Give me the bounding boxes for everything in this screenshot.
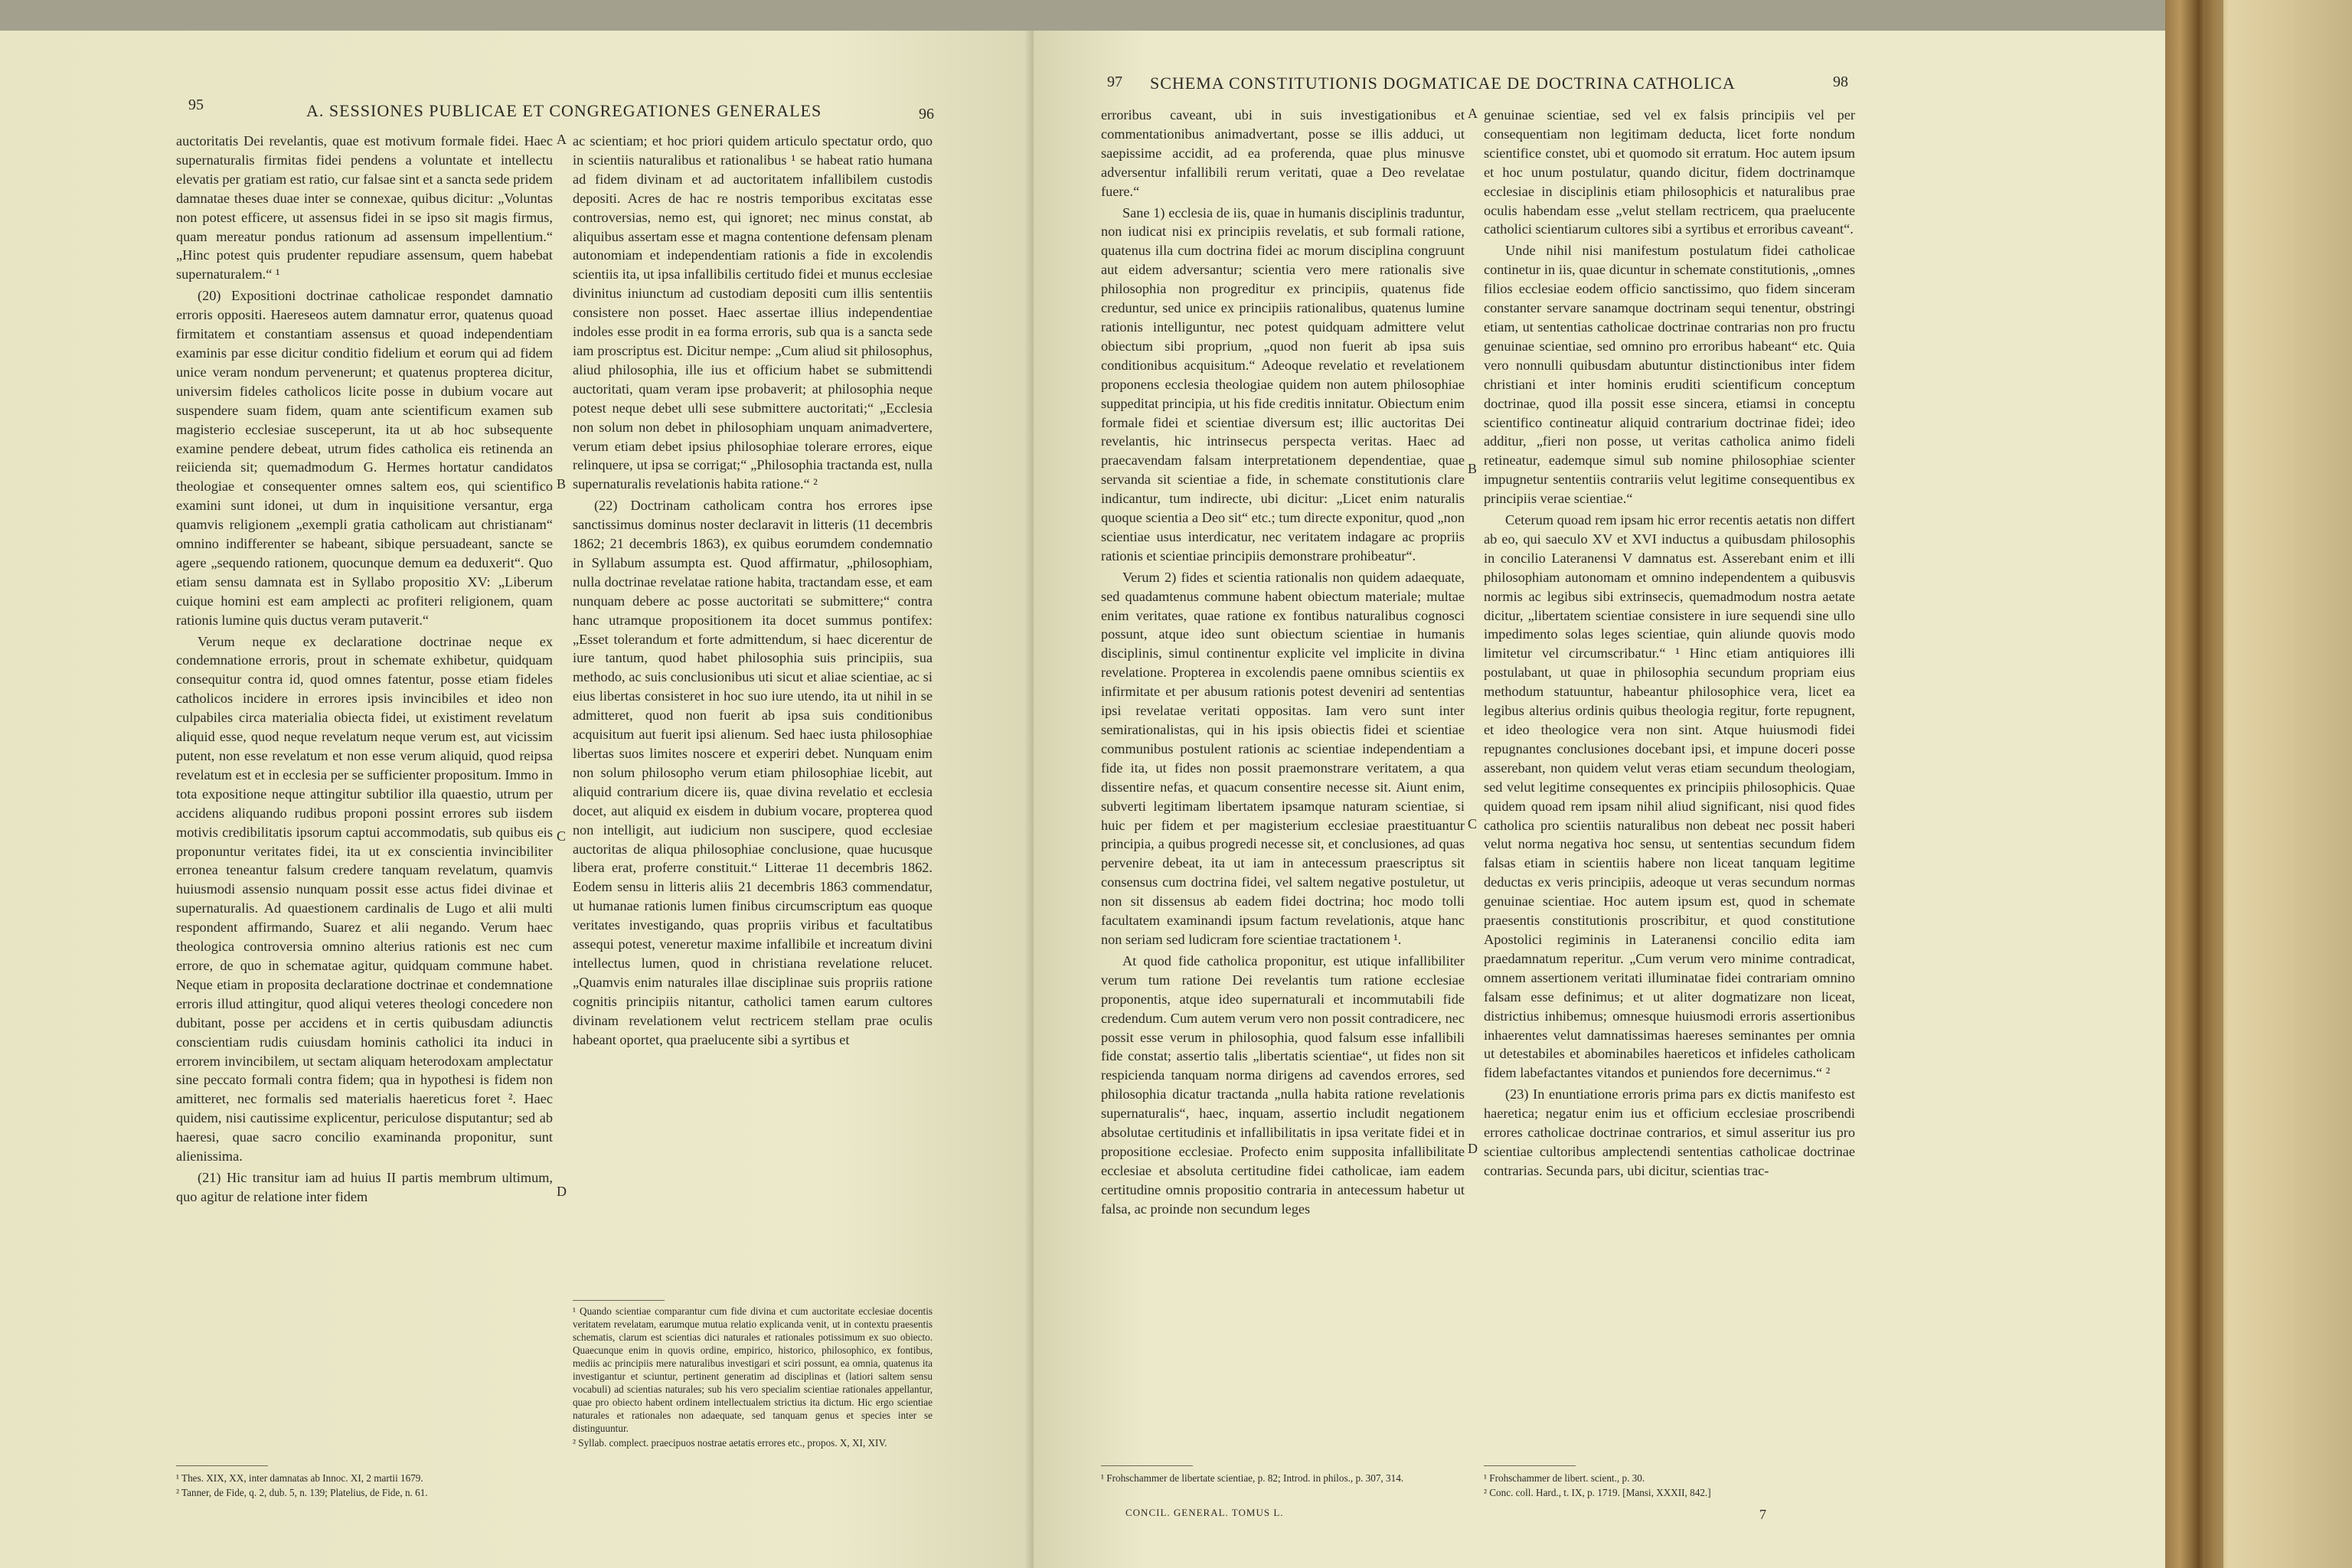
paragraph: Verum 2) fides et scientia rationalis non quidem adaequate, sed quadamtenus commune habent obiectum materiale; multae enim veritates, quae ratione ex fontibus naturalibus cognosci possunt, atque ideo sunt obiectum scientiae in humanis disciplinis, simul continentur explicite vel implicite in divina revelatione. Propterea in excolendis paene omnibus scientiis ex infirmitate et per abusum rationis potest deveniri ad sententias ipsi revelatae veritati oppositas. Iam vero sunt inter semirationalistas, qui in his ipsis obiectis fidei et scientiae communibus postulent rationis ac scientiae independentiam a fide ita, ut fides non possit praemonstrare veritatem, a qua dissentire nefas, et quacum consentire necesse sit. Aiunt enim, subverti legitimam libertatem ipsamque naturam scientiae, si huic per fidem et per magisterium ecclesiae praestituantur principia, a quibus progredi necesse sit, et conclusiones, ad quas pervenire debeat, ita ut iam in antecessum praescriptus sit consensus cum doctrina fidei, vel saltem negative postuletur, ut non sit dissensus ab eadem fidei doctrina; hoc modo tolli facultatem examinandi ipsum factum revelationis, atque hanc non seriam sed ludicram fore scientiae tractationem ¹. xyxy=(1101,569,1465,947)
text-column-left xyxy=(1101,106,1465,1221)
text-column-right xyxy=(573,132,933,1052)
page-number: 96 xyxy=(919,106,934,122)
running-head: A. SESSIONES PUBLICAE ET CONGREGATIONES GENERALES xyxy=(306,101,822,120)
footnote: ² Syllab. complect. praecipuos nostrae aetatis errores etc., propos. X, XI, XIV. xyxy=(573,1437,887,1449)
margin-letter: D xyxy=(1468,1141,1478,1156)
paragraph: Unde nihil nisi manifestum postulatum fidei catholicae continetur in iis, quae dicuntur in schemate constitutionis, „omnes filios ecclesiae eodem officio sanctissimo, quo fidem sinceram constanter servare sanamque doctrinam sequi tenentur, obstringi etiam, ut sententias catholicae doctrinae contrarias non pro fructu genuinae scientiae, sed omnino pro erroribus habeant“ etc. Quia vero nonnulli quibusdam abutuntur distinctionibus inter fidem christiani et inter hominis eruditi scientificum conceptum doctrinae, quod illa possit esse sincera, etiamsi in conceptu scientifico contineatur aliquid contrarium doctrinae fidei; ideo additur, „fieri non posse, ut veritas catholica animo fideli retineatur, eademque simul sub nomine philosophiae scienter impugnetur sententiis contrariis velut legitime consequentibus ex principiis verae scientiae.“ xyxy=(1484,243,1855,507)
footnote: ² Tanner, de Fide, q. 2, dub. 5, n. 139; Platelius, de Fide, n. 61. xyxy=(176,1487,428,1498)
margin-letter: C xyxy=(1468,816,1478,831)
paragraph: genuinae scientiae, sed vel ex falsis principiis vel per consequentiam non legitimam deducta, licet forte nondum scientifice constet, ubi et quomodo sit erratum. Hoc autem ipsum et hoc unum postulatur, quando dicitur, fidem doctrinamque ecclesiae in disciplinis etiam philosophicis et naturalibus prae oculis habendam esse „velut stellam rectricem, qua praelucente catholici scientiarum cultores sibi a syrtibus et erroribus caveant“. xyxy=(1484,107,1855,237)
footnote-rule xyxy=(1484,1465,1576,1466)
page-number: 97 xyxy=(1107,74,1122,90)
footnote: ² Conc. coll. Hard., t. IX, p. 1719. [Mansi, XXXII, 842.] xyxy=(1484,1487,1711,1498)
footnote: ¹ Thes. XIX, XX, inter damnatas ab Innoc. XI, 2 martii 1679. xyxy=(176,1472,423,1484)
margin-letter: A xyxy=(557,132,567,147)
paragraph: Verum neque ex declaratione doctrinae neque ex condemnatione erroris, prout in schemate exhibetur, quidquam consequitur contra id, quod omnes fatentur, posse etiam fideles catholicos incidere in errores ipsis invincibiles et ideo non culpabiles circa materialia obiecta fidei, ut existiment revelatum aliquid esse, quod neque revelatum neque verum est, aut vicissim putent, non esse revelatum et non esse verum aliquid, quod reipsa revelatum est et in ecclesia per se sufficienter propositum. Immo in tota expositione neque attingitur subtilior illa quaestio, utrum per accidens aliquando rudibus proponi possint errores sub iisdem motivis credibilitatis ipsorum captui accommodatis, sub quibus eis proponuntur veritates fidei, ita ut ex conscientia invincibiliter erronea teneantur falsum credere tanquam revelatum, quamvis huiusmodi assensio nunquam possit esse actus fidei divinae et supernaturalis. Ad quaestionem cardinalis de Lugo et alii multi respondent affirmando, Suarez et alii negando. Verum haec theologica controversia omnino alterius rationis est nec cum errore, de quo in schematae agitur, quidquam commune habet. Neque etiam in proposita declaratione doctrinae et condemnatione erroris illud attingitur, quod aliqui veteres theologi concedere non dubitant, posse per accidens et in certis quibusdam adiunctis conscientiam rudis cuiusdam hominis catholici ita induci in errorem invincibilem, ut sectam aliquam heterodoxam amplectatur sine peccato formali contra fidem; qua in hypothesi is fidem non amitteret, nec formalis sed materialis haereticus foret ². Haec quidem, nisi cautissime explicentur, periculose disputantur; sed ab haeresi, quae sacro concilio examinanda proponitur, sunt alienissima. xyxy=(176,633,553,1165)
page-number: 95 xyxy=(188,96,204,113)
signature-mark: CONCIL. GENERAL. TOMUS L. xyxy=(1125,1507,1284,1518)
right-page xyxy=(1034,31,2167,1568)
signature-number: 7 xyxy=(1759,1507,1766,1522)
left-page xyxy=(0,31,1034,1568)
text-column-left xyxy=(176,132,553,1209)
text-column-right xyxy=(1484,106,1855,1183)
page-number: 98 xyxy=(1833,74,1848,90)
paragraph: Sane 1) ecclesia de iis, quae in humanis disciplinis traduntur, non iudicat nisi ex principiis revelatis, et sub formali ratione, quatenus illa cum doctrina fidei ac morum disciplina congruunt aut eidem adversantur; scientia vero mere rationalis sive philosophia non progreditur ex principiis, quatenus fide creduntur, sed unice ex principiis rationalibus, quatenus lumine rationis intelliguntur, nec potest quidquam admittere velut obiectum sibi proprium, „quod non fuerit ab ipsa suis conditionibus acquisitum.“ Adeoque revelatio et revelationem proponens ecclesia theologiae quidem non autem philosophiae suppeditat principia, ut his fide creditis innitatur. Obiectum enim formale fidei et scientiae diversum est; illic auctoritas Dei revelantis, hic intrinsecus perspecta veritas. Haec ad praecavendam falsam interpretationem dependentiae, quae servanda sit scientiae a fide, in schemate constitutionis clare indicantur, tum indirecte, ubi dicitur: „Licet enim naturalis quoque scientia a Deo sit“ etc.; tum directe exponitur, quod „non scientiae usus interdicatur, nec veritatem indagare ac propriis rationis et scientiae principiis demonstrare prohibeatur“. xyxy=(1101,204,1465,564)
footnote: ¹ Frohschammer de libert. scient., p. 30. xyxy=(1484,1472,1645,1484)
margin-letter: D xyxy=(557,1184,567,1199)
margin-letter: A xyxy=(1468,106,1478,121)
footnotes-left-column xyxy=(1101,1472,1465,1486)
footnotes-left-column xyxy=(176,1472,553,1501)
footnote: ¹ Frohschammer de libertate scientiae, p. 82; Introd. in philos., p. 307, 314. xyxy=(1101,1472,1404,1484)
book-edge-stripe xyxy=(2205,0,2223,1568)
paragraph: (22) Doctrinam catholicam contra hos errores ipse sanctissimus dominus noster declaravit in litteris (11 decembris 1862; 21 decembris 1863), ex quibus eorumdem condemnatio in Syllabum assumpta est. Quod affirmatur, „philosophiam, nulla doctrinae revelatae ratione habita, tractandam esse, et eam nunquam debere ac posse auctoritati se submittere;“ contra hanc utramque propositionem ita docet summus pontifex: „Esset tolerandum et forte admittendum, si haec dicerentur de iure tantum, quod habet philosophia suis principiis, sua methodo, ac suis conclusionibus uti sicut et aliae scientiae, ac si eius libertas consisteret in hoc suo iure utendo, ita ut nihil in se admitteret, quod non fuerit ab ipsa suis conditionibus acquisitum aut fuerit ipsi alienum. Sed haec iusta philosophiae libertas suos limites noscere et experiri debet. Nunquam enim non solum philosopho verum etiam philosophiae licebit, aut aliquid contrarium dicere iis, quae divina revelatio et ecclesia docet, aut aliquid ex eisdem in dubium vocare, propterea quod non intelligit, aut iudicium non suscipere, quod ecclesiae auctoritas de aliqua philosophiae conclusione, quae hucusque libera erat, proferre constituit.“ Litterae 11 decembris 1862. Eodem sensu in litteris aliis 21 decembris 1863 commendatur, ut humanae rationis lumen finibus circumscriptum eas quoque veritates investigando, quas propriis viribus et facultatibus assequi potest, veneretur maxime infallibile et increatum divini intellectus lumen, quod in christiana revelatione relucet. „Quamvis enim naturales illae disciplinae suis propriis ratione cognitis principiis nitantur, catholici tamen earum cultores divinam revelationem velut rectricem stellam prae oculis habeant oportet, qua praelucente sibi a syrtibus et xyxy=(573,498,933,1047)
paragraph: (20) Expositioni doctrinae catholicae respondet damnatio erroris oppositi. Haereseos autem damnatur error, quatenus quoad firmitatem et constantiam assensus et quoad independentiam examinis par esse dicitur conditio fidelium et eorum qui ad fidem unice veram nondum pervenerunt; et quatenus propterea dicitur, universim fideles catholicos licite posse in dubium vocare aut suspendere suam fidem, quam ante scientificum examen sub magisterio ecclesiae susceperunt, ita ut ab hoc subsequente examine pendere debeat, utrum fides catholica eis retinenda an reiicienda sit; quemadmodum G. Hermes hortatur candidatos theologiae et consequenter omnes saltem eos, qui scientifico examini sunt idonei, ut dum in inquisitione versantur, erga quamvis religionem „exempli gratia catholicam aut christianam“ omnino indifferenter se habeant, sibique persuadeant, sancte se agere „sequendo rationem, quocunque demum ea deduxerit“. Quo etiam sensu damnata est in Syllabo propositio XV: „Liberum cuique homini est eam amplecti ac profiteri religionem, quam rationis lumine quis ductus veram putaverit.“ xyxy=(176,288,553,628)
footnotes-right-column xyxy=(1484,1472,1855,1501)
footnotes-right-column xyxy=(573,1305,933,1451)
footnote: ¹ Quando scientiae comparantur cum fide divina et cum auctoritate ecclesiae docentis veritatem revelatam, earumque mutua relatio explicanda venit, ut in contextu praesentis schematis, clarum est scientias dici naturales et rationales potissimum ex suo obiecto. Quaecunque enim in quovis ordine, empirico, historico, philosophico, ex fontibus, mediis ac principiis mere naturalibus investigari et sciri possunt, ea omnia, quatenus ita investigantur et sciuntur, pertinent generatim ad disciplinas et (latiori saltem sensu vocabuli) ad scientias naturales; sub his vero specialim scientiae rationales appellantur, quae pro obiecto habent ordinem intellectualem strictius ita dictum. Hic ergo scientiae naturales et rationales non adaequate, sed tanquam genus et species inter se distinguuntur. xyxy=(573,1305,933,1434)
paragraph: (23) In enuntiatione erroris prima pars ex dictis manifesto est haeretica; negatur enim ius et officium ecclesiae proscribendi errores catholicae doctrinae contrarios, et simul asseritur ius pro scientiae cultoribus amplectendi sententias catholicae doctrinae contrarias. Secunda pars, ubi dicitur, scientias trac- xyxy=(1484,1086,1855,1178)
book-edge xyxy=(2165,0,2352,1568)
margin-letter: B xyxy=(557,476,567,492)
margin-letter: C xyxy=(557,828,567,844)
running-head: SCHEMA CONSTITUTIONIS DOGMATICAE DE DOCTRINA CATHOLICA xyxy=(1150,74,1736,93)
paragraph: erroribus caveant, ubi in suis investigationibus et commentationibus animadvertant, posse se illis adduci, ut saepissime accidit, ad ea proferenda, quae plus minusve adversentur infallibili rerum veritati, quae a Deo revelatae fuere.“ xyxy=(1101,107,1465,199)
paragraph: auctoritatis Dei revelantis, quae est motivum formale fidei. Haec supernaturalis firmitas fidei pendens a voluntate et intellectu elevatis per gratiam est ratio, cur falsae sint et a sancta sede pridem damnatae theses duae inter se connexae, quibus dicitur: „Voluntas non potest efficere, ut assensus fidei in se ipso sit magis firmus, quam mereatur pondus rationum ad assensum impellentium.“ „Hinc potest quis prudenter repudiare assensum, quem habebat supernaturalem.“ ¹ xyxy=(176,133,553,283)
footnote-rule xyxy=(1101,1465,1193,1466)
paragraph: (21) Hic transitur iam ad huius II partis membrum ultimum, quo agitur de relatione inter fidem xyxy=(176,1169,553,1204)
footnote-rule xyxy=(573,1300,665,1301)
paragraph: ac scientiam; et hoc priori quidem articulo spectatur ordo, quo in scientiis naturalibus et rationalibus ¹ se habeat ratio humana ad fidem divinam et ad auctoritatem infallibilem custodis depositi. Acres de hac re nostris temporibus excitatas esse controversias, nemo est, qui ignoret; nec minus constat, ab aliquibus assertam esse et magna contentione defensam plenam autonomiam et independentiam rationis a fide in excolendis scientiis ita, ut ipsa infallibilis certitudo fidei et munus ecclesiae divinitus iniunctum ad custodiam depositi cum illis sententiis consistere non posset. Haec assertae illius independentiae indoles esse prodit in ea forma erroris, sub qua is a sancta sede iam proscriptus est. Dicitur nempe: „Cum aliud sit philosophus, aliud philosophia, ille ius et officium habet se submittendi auctoritati, quam veram ipse probaverit; at philosophia neque potest neque debet ulli sese submittere auctoritati;“ „Ecclesia non solum non debet in philosophiam unquam animadvertere, verum etiam debet ipsius philosophiae tolerare errores, eique relinquere, ut ipsa se corrigat;“ „Philosophia tractanda est, nulla supernaturalis revelationis habita ratione.“ ² xyxy=(573,133,933,492)
paragraph: Ceterum quoad rem ipsam hic error recentis aetatis non differt ab eo, qui saeculo XV et XVI inductus a quibusdam philosophis in concilio Lateranensi V damnatus est. Asserebant enim et illi philosophiam autonomam et omnino independentem a quibusvis normis ac legibus sibi extrinsecis, quemadmodum nostra aetate dicitur, „libertatem scientiae consistere in iure sequendi sine ullo impedimento solas leges scientiae, quin aliunde quovis modo limitetur vel circumscribatur.“ ¹ Hinc etiam antiquiores illi postulabant, ut quae in philosophia secundum propriam eius methodum statuuntur, habeantur philosophice vera, licet ea legibus alterius ordinis quibus theologia regitur, forte repugnent, et ideo theologice vera non sint. Atque huiusmodi fidei repugnantes conclusiones docebant ipsi, et impune doceri posse asserebant, non quidem velut veras etiam secundum theologiam, sed velut legitime consequentes ex principiis philosophicis. Quae quidem quoad rem ipsam nihil aliud significant, nisi quod fides catholica pro scientiis naturalibus non debeat nec possit haberi velut norma negativa hoc sensu, ut sententias secundum fidem falsas etiam in scientiis habere non liceat tanquam legitime deductas ex veris principiis, adeoque ut veras secundum normas genuinae scientiae. Hoc autem ipsum est, quod in schemate praesentis constitutionis proscribitur, et quod constitutione Apostolici regiminis in Lateranensi concilio edita iam praedamnatum reperitur. „Cum verum vero minime contradicat, omnem assertionem veritati illuminatae fidei contrariam omnino falsam esse definimus; et ut aliter dogmatizare non liceat, districtius inhibemus; omnesque huiusmodi erroris assertionibus inhaerentes velut damnatissimas haereses seminantes per omnia ut detestabiles et abominabiles haereticos et infideles catholicam fidem labefactantes vitandos et puniendos fore decernimus.“ ² xyxy=(1484,512,1855,1081)
footnote-rule xyxy=(176,1465,268,1466)
margin-letter: B xyxy=(1468,461,1478,476)
paragraph: At quod fide catholica proponitur, est utique infallibiliter verum tum ratione Dei revelantis tum ratione ecclesiae proponentis, atque ideo supernaturali et incommutabili fide credendum. Cum autem verum vero non possit contradicere, nec possit esse verum in philosophia, quod falsum esse infallibili fide constat; assertio talis „libertatis scientiae“, ut fides non sit respicienda tanquam norma dirigens ad cavendos errores, sed philosophia dicatur tractanda „nulla habita ratione revelationis supernaturalis“, haec, inquam, assertio includit negationem absolutae certitudinis et infallibilitatis in ipsa veritate fidei et in propositione ecclesiae. Profecto enim supposita infallibilitate ecclesiae et absoluta certitudine fidei catholicae, iam eadem certitudine omnis propositio contraria in antecessum habetur ut falsa, ac proinde non secundum leges xyxy=(1101,952,1465,1217)
